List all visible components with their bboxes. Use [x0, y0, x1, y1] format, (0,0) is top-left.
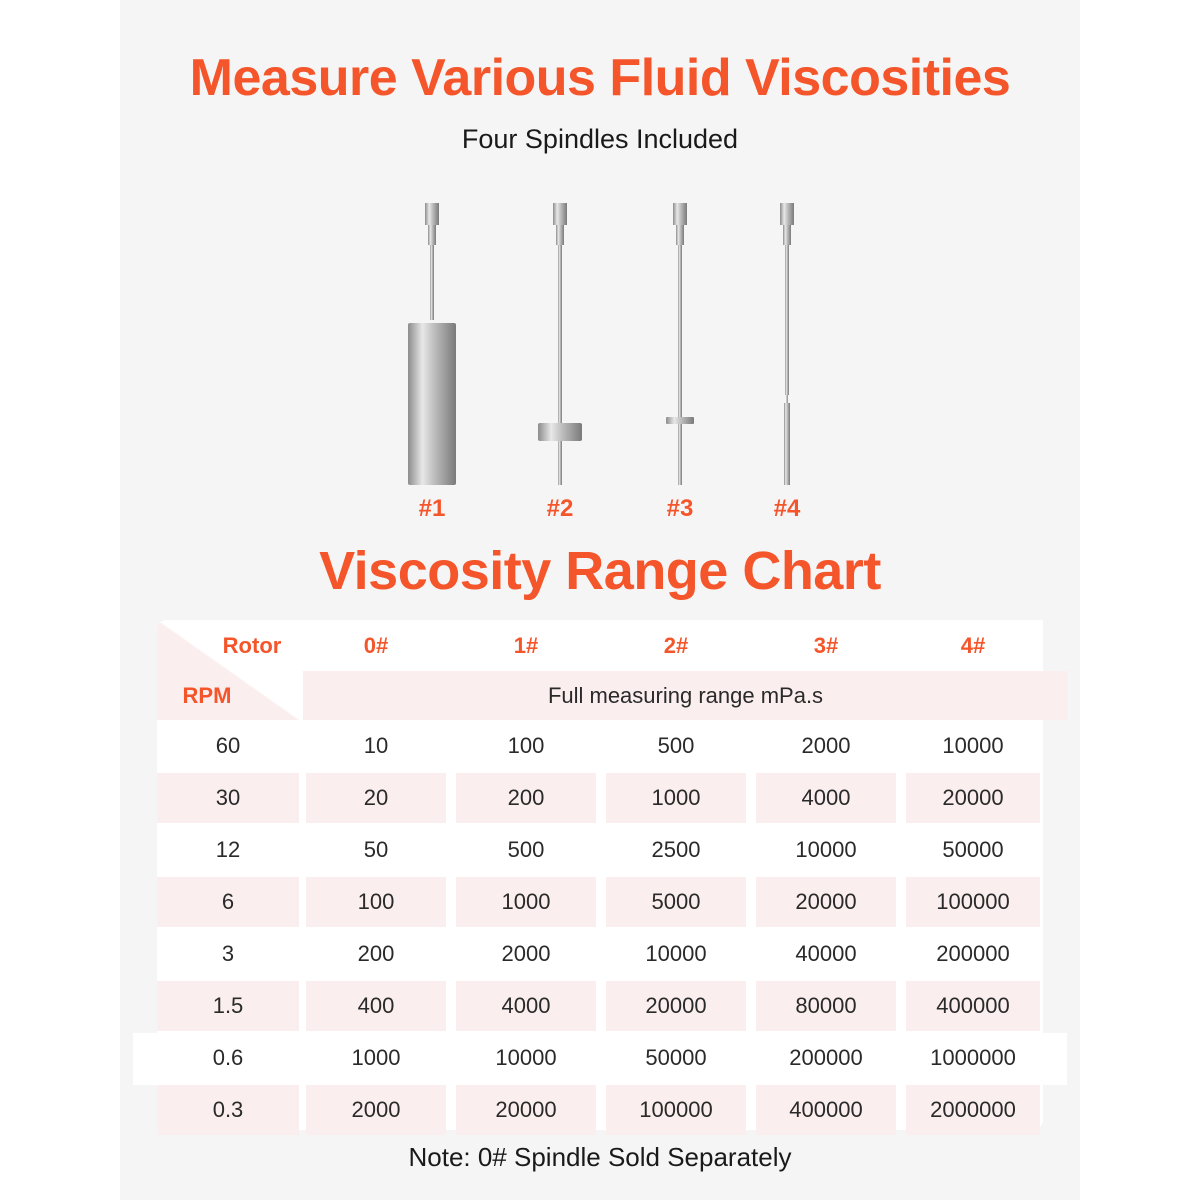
spindle-2-label: #2	[546, 495, 574, 522]
column-header-2: 2#	[603, 620, 749, 671]
rpm-cell-3: 6	[157, 877, 299, 927]
rpm-cell-7: 0.3	[157, 1085, 299, 1135]
value-cell-7-1: 20000	[456, 1085, 596, 1135]
value-cell-5-2: 20000	[606, 981, 746, 1031]
value-cell-4-0: 200	[306, 929, 446, 979]
range-label: Full measuring range mPa.s	[303, 671, 1068, 720]
value-cell-1-3: 4000	[756, 773, 896, 823]
value-cell-0-1: 100	[456, 721, 596, 771]
rpm-cell-1: 30	[157, 773, 299, 823]
value-cell-1-4: 20000	[906, 773, 1040, 823]
spindles-svg	[0, 195, 1200, 495]
value-cell-1-2: 1000	[606, 773, 746, 823]
value-cell-6-1: 10000	[456, 1033, 596, 1083]
value-cell-2-1: 500	[456, 825, 596, 875]
value-cell-3-2: 5000	[606, 877, 746, 927]
spindle-1-image	[408, 203, 456, 485]
spindle-3-label: #3	[666, 495, 694, 522]
rpm-cell-0: 60	[157, 721, 299, 771]
rpm-cell-2: 12	[157, 825, 299, 875]
value-cell-1-1: 200	[456, 773, 596, 823]
value-cell-6-3: 200000	[756, 1033, 896, 1083]
value-cell-0-0: 10	[306, 721, 446, 771]
value-cell-2-2: 2500	[606, 825, 746, 875]
spindle-illustrations	[0, 195, 1200, 525]
rpm-cell-5: 1.5	[157, 981, 299, 1031]
value-cell-4-3: 40000	[756, 929, 896, 979]
value-cell-5-3: 80000	[756, 981, 896, 1031]
value-cell-6-2: 50000	[606, 1033, 746, 1083]
value-cell-4-4: 200000	[906, 929, 1040, 979]
column-header-3: 3#	[753, 620, 899, 671]
page-title: Measure Various Fluid Viscosities	[189, 49, 1011, 107]
chart-title: Viscosity Range Chart	[319, 541, 881, 601]
spindle-1-label: #1	[418, 495, 446, 522]
value-cell-5-4: 400000	[906, 981, 1040, 1031]
value-cell-2-4: 50000	[906, 825, 1040, 875]
value-cell-1-0: 20	[306, 773, 446, 823]
spindle-2-image	[538, 203, 582, 485]
value-cell-2-0: 50	[306, 825, 446, 875]
column-header-0: 0#	[303, 620, 449, 671]
value-cell-6-4: 1000000	[906, 1033, 1040, 1083]
value-cell-7-3: 400000	[756, 1085, 896, 1135]
footnote: Note: 0# Spindle Sold Separately	[408, 1142, 792, 1172]
value-cell-2-3: 10000	[756, 825, 896, 875]
value-cell-3-3: 20000	[756, 877, 896, 927]
viscosity-table	[157, 620, 1043, 1130]
rpm-cell-4: 3	[157, 929, 299, 979]
value-cell-0-2: 500	[606, 721, 746, 771]
spindle-4-label: #4	[773, 495, 801, 522]
rotor-header: Rotor	[222, 632, 282, 658]
rpm-cell-6: 0.6	[157, 1033, 299, 1083]
value-cell-7-4: 2000000	[906, 1085, 1040, 1135]
value-cell-0-3: 2000	[756, 721, 896, 771]
page-subtitle: Four Spindles Included	[461, 124, 739, 154]
column-header-4: 4#	[903, 620, 1043, 671]
value-cell-6-0: 1000	[306, 1033, 446, 1083]
value-cell-4-1: 2000	[456, 929, 596, 979]
spindle-3-image	[666, 203, 694, 485]
column-header-1: 1#	[453, 620, 599, 671]
value-cell-5-0: 400	[306, 981, 446, 1031]
value-cell-5-1: 4000	[456, 981, 596, 1031]
value-cell-3-0: 100	[306, 877, 446, 927]
rpm-header: RPM	[182, 682, 232, 708]
value-cell-3-1: 1000	[456, 877, 596, 927]
value-cell-0-4: 10000	[906, 721, 1040, 771]
value-cell-3-4: 100000	[906, 877, 1040, 927]
value-cell-7-2: 100000	[606, 1085, 746, 1135]
value-cell-4-2: 10000	[606, 929, 746, 979]
spindle-4-image	[780, 203, 794, 485]
value-cell-7-0: 2000	[306, 1085, 446, 1135]
